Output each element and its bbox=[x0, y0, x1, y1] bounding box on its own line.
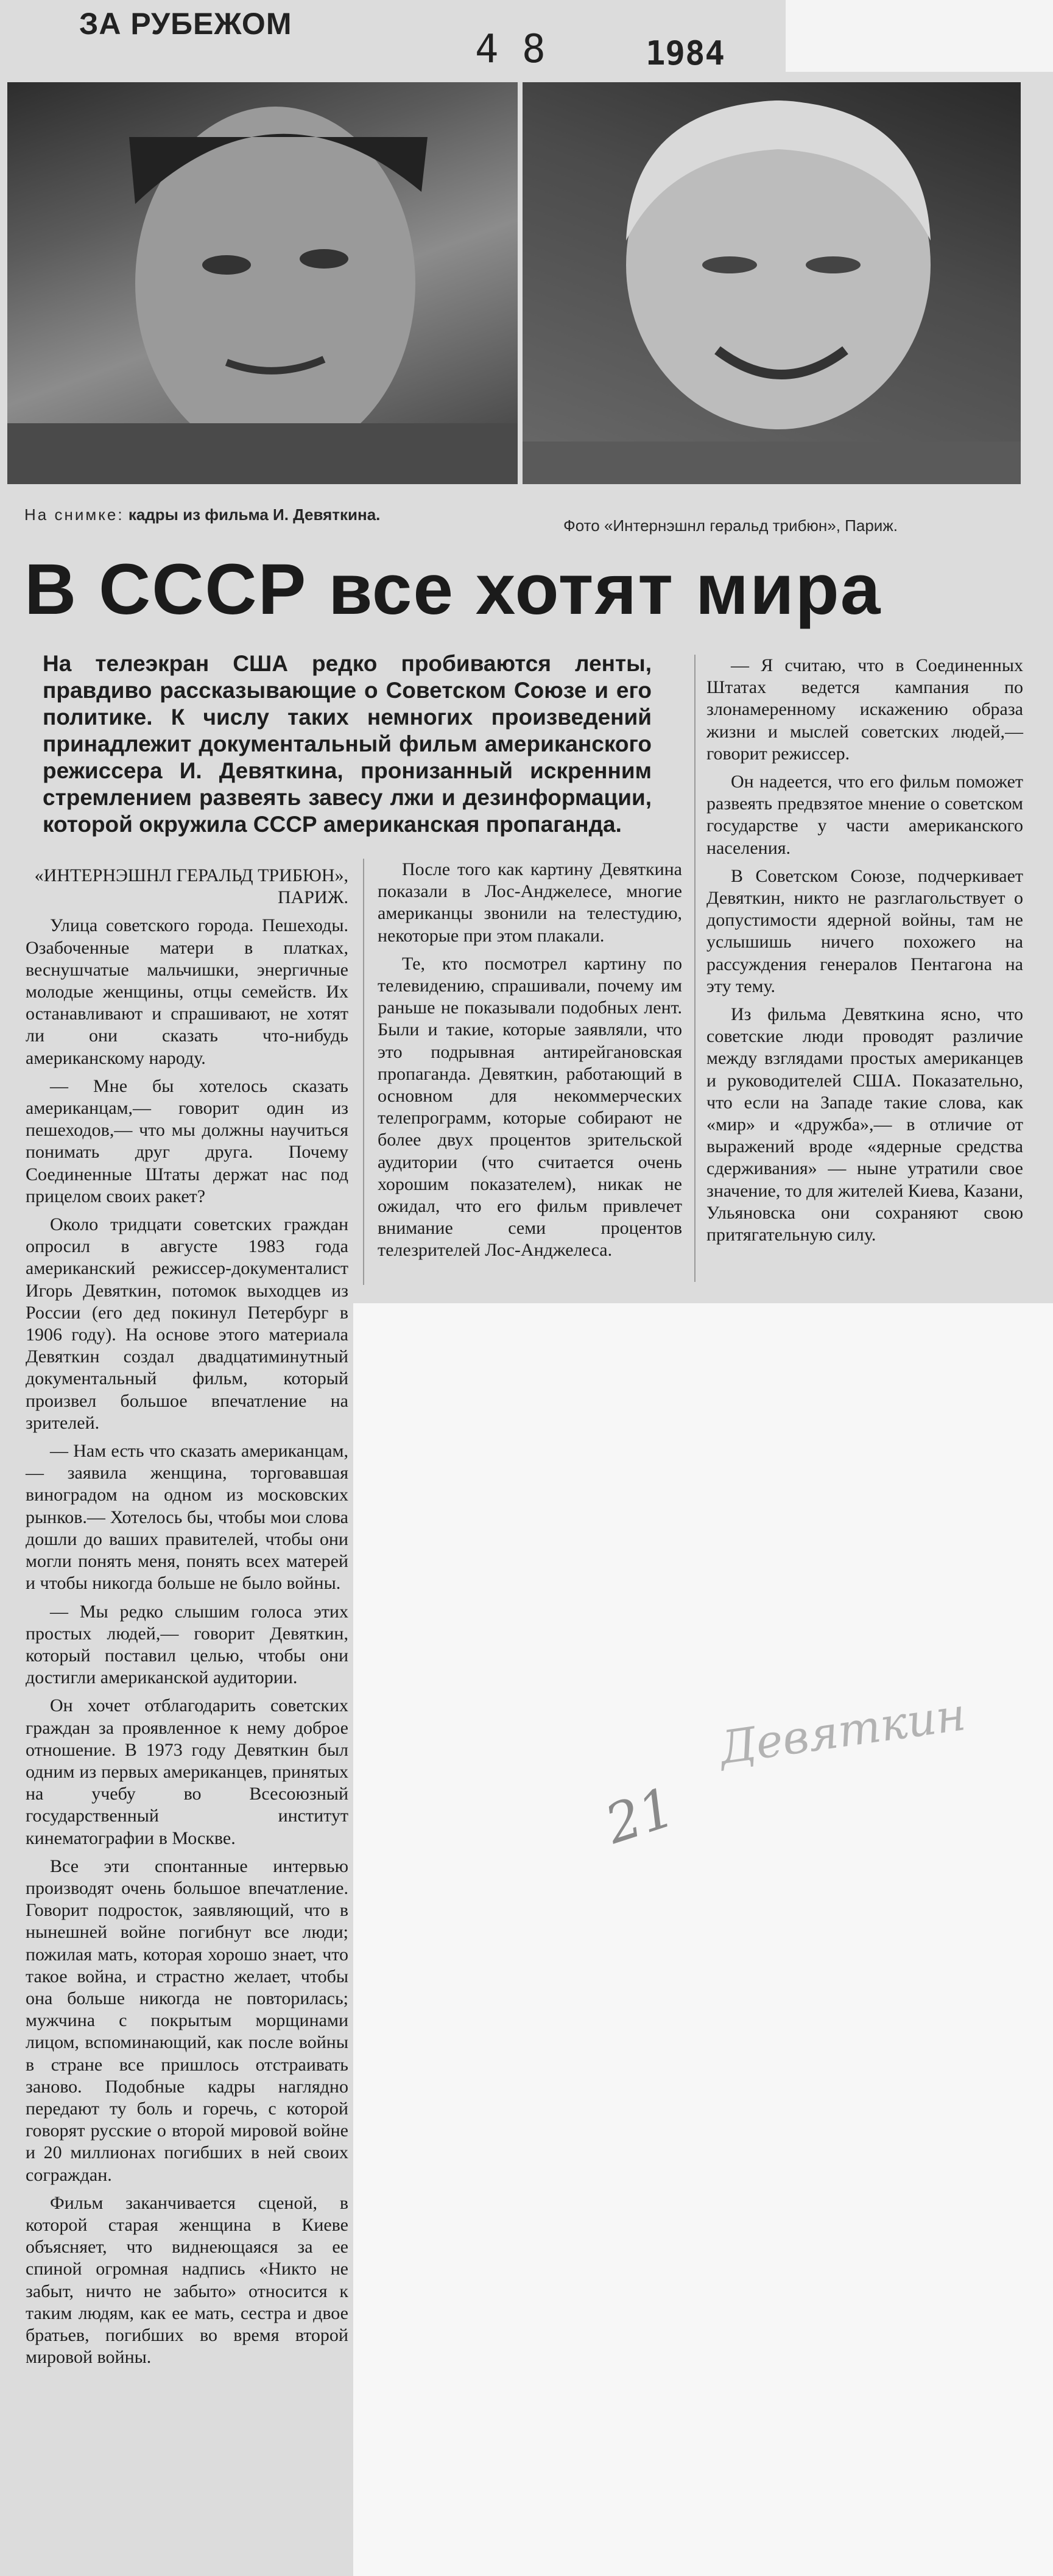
paragraph: — Нам есть что сказать американцам,— заявила женщина, торговавшая виноградом на одном из московских рынков.— Хотелось бы, чтобы мои слова дошли до ваших правителей, чтобы они могли понять меня, понять всех матерей и чтобы никогда больше не было войны. bbox=[26, 1441, 348, 1594]
column-3 bbox=[706, 655, 1023, 1246]
paragraph: — Мне бы хотелось сказать американцам,— говорит один из пешеходов,— что мы должны научиться понимать друг друга. Почему Соединенные Штаты держат нас под прицелом своих ракет? bbox=[26, 1075, 348, 1206]
caption-left-prefix: На снимке: bbox=[24, 505, 124, 524]
column-divider bbox=[363, 859, 364, 1285]
article-source: «ИНТЕРНЭШНЛ ГЕРАЛЬД ТРИБЮН», ПАРИЖ. bbox=[34, 865, 348, 908]
article-lead: На телеэкран США редко пробиваются ленты, правдиво рассказывающие о Советском Союзе и его политике. К числу таких немногих произведений принадлежит документальный фильм американского режиссера И. Девяткина, пронизанный искренним стремлением развеять завесу лжи и дезинформации, которой окружила СССР американская пропаганда. bbox=[43, 651, 652, 837]
caption-left-text: кадры из фильма И. Девяткина. bbox=[128, 505, 381, 524]
paragraph: — Мы редко слышим голоса этих простых людей,— говорит Девяткин, который поставил целью, чтобы они достигли американской аудитории. bbox=[26, 1601, 348, 1688]
caption-left bbox=[24, 505, 380, 524]
rubric-title: ЗА РУБЕЖОМ bbox=[79, 7, 292, 41]
caption-right: Фото «Интернэшнл геральд трибюн», Париж. bbox=[563, 516, 898, 535]
boy-portrait-icon bbox=[7, 82, 518, 484]
column-divider bbox=[694, 655, 696, 1282]
white-corner bbox=[786, 0, 1053, 72]
photo-left bbox=[7, 82, 518, 484]
paragraph: После того как картину Девяткина показали в Лос-Анджелесе, многие американцы звонили на телестудию, некоторые при этом плакали. bbox=[378, 859, 682, 946]
paragraph: Он хочет отблагодарить советских граждан за проявленное к нему доброе отношение. В 1973 году Девяткин был одним из первых американцев, принятых на учебу во Всесоюзный государственный институт кинематографии в Москве. bbox=[26, 1695, 348, 1848]
stamp-date-day: 4 8 bbox=[475, 27, 546, 72]
column-2 bbox=[378, 859, 682, 1262]
paragraph: Он надеется, что его фильм поможет развеять предвзятое мнение о советском государстве у части американского населения. bbox=[706, 772, 1023, 858]
paragraph: Около тридцати советских граждан опросил в августе 1983 года американский режиссер-документалист Игорь Девяткин, потомок выходцев из России (его дед покинул Петербург в 1906 году). На основе этого материала Девяткин создал двадцатиминутный документальный фильм, который произвел большое впечатление на зрителей. bbox=[26, 1214, 348, 1433]
paragraph: Улица советского города. Пешеходы. Озабоченные матери в платках, веснушчатые мальчишки, энергичные молодые женщины, отцы семейств. Их останавливают и спрашивают, не хотят ли они сказать что-нибудь американскому народу. bbox=[26, 915, 348, 1068]
paragraph: — Я считаю, что в Соединенных Штатах ведется кампания по злонамеренному искажению образа жизни и мыслей советских людей,— говорит режиссер. bbox=[706, 655, 1023, 764]
photo-right bbox=[523, 82, 1021, 484]
paragraph: Те, кто посмотрел картину по телевидению, спрашивали, почему им раньше не показывали подобных лент. Были и такие, которые заявляли, что это подрывная антирейгановская пропаганда. Девяткин, работающий в основном для некоммерческих телепрограмм, которые собирают не более двух процентов зрительской аудитории (что считается очень хорошим показателем), никак не ожидал, что его фильм привлечет внимание семи процентов телезрителей Лос-Анджелеса. bbox=[378, 953, 682, 1261]
paragraph: В Советском Союзе, подчеркивает Девяткин, никто не разглагольствует о допустимости ядерной войны, там не услышишь ничего похожего на рассуждения генералов Пентагона на эту тему. bbox=[706, 865, 1023, 996]
handwritten-number: 21 bbox=[597, 1775, 683, 1856]
white-backing-sheet bbox=[341, 1303, 1053, 2576]
elderly-woman-portrait-icon bbox=[523, 82, 1021, 484]
article-headline: В СССР все хотят мира bbox=[24, 549, 882, 630]
column-1 bbox=[26, 865, 348, 2368]
paragraph: Фильм заканчивается сценой, в которой старая женщина в Киеве объясняет, что виднеющаяся за ее спиной огромная надпись «Никто не забыт, ничто не забыто» относится к таким людям, как ее мать, сестра и двое братьев, погибших во время второй мировой войны. bbox=[26, 2192, 348, 2368]
paragraph: Все эти спонтанные интервью производят очень большое впечатление. Говорит подросток, заявляющий, что в нынешней войне погибнут все люди; пожилая мать, которая хорошо знает, что такое война, и страстно желает, чтобы она больше никогда не повторилась; мужчина с покрытым морщинами лицом, вспоминающий, как после войны в стране все пришлось отстраивать заново. Подобные кадры наглядно передают ту боль и горечь, с которой говорят русские о второй мировой войне и 20 миллионах погибших в ней своих сограждан. bbox=[26, 1856, 348, 2185]
stamp-date-year: 1984 bbox=[646, 34, 725, 72]
paragraph: Из фильма Девяткина ясно, что советские люди проводят различие между взглядами простых американцев и руководителей США. Показательно, что если на Западе такие слова, как «мир» и «дружба»,— в отличие от выражений вроде «ядерные средства сдерживания» — ныне утратили свое значение, то для жителей Киева, Казани, Ульяновска они сохраняют свою притягательную силу. bbox=[706, 1004, 1023, 1245]
handwritten-scrawl: Девяткин bbox=[716, 1688, 969, 1775]
